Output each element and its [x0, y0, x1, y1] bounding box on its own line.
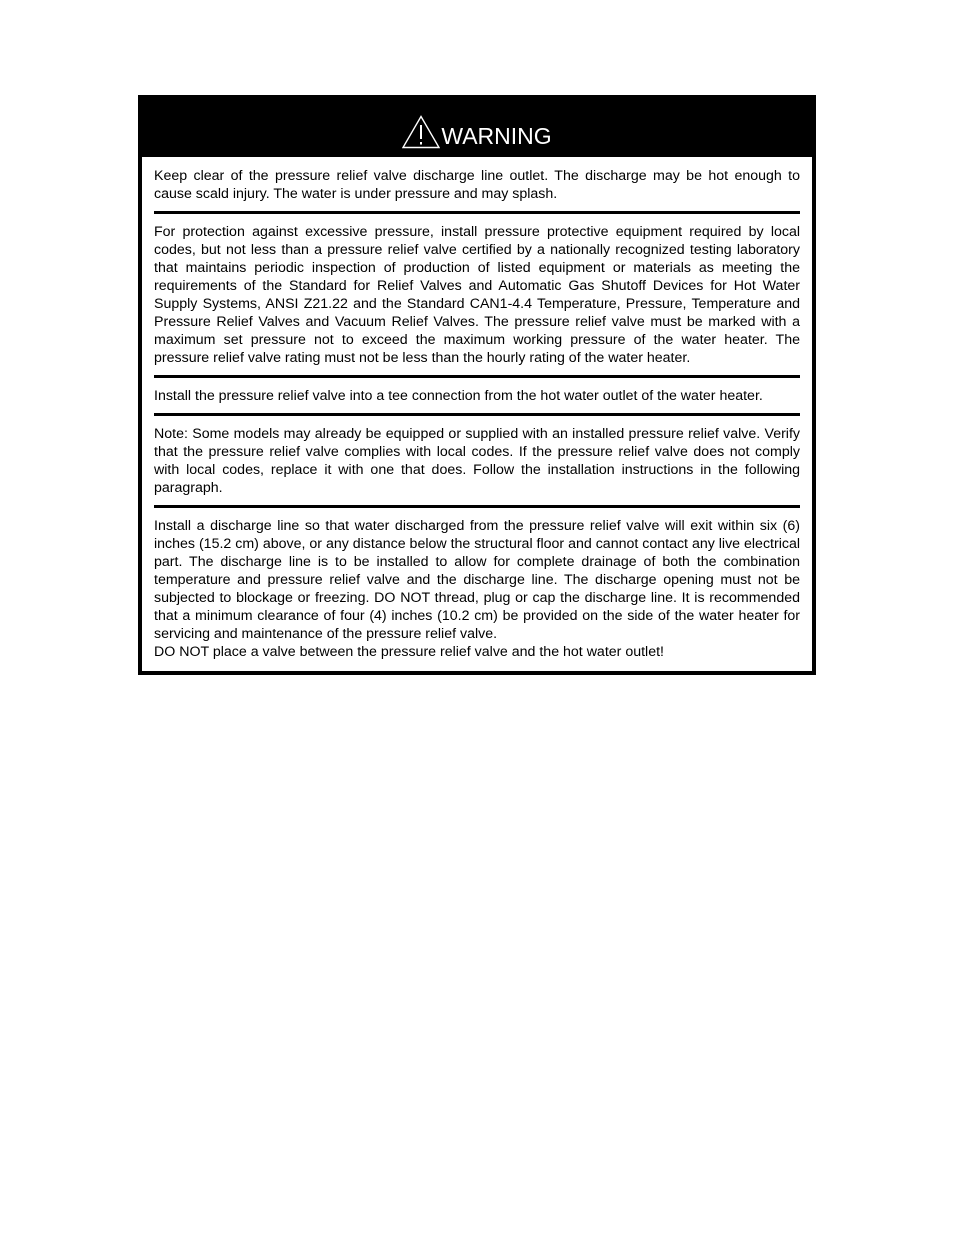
warning-paragraph: For protection against excessive pressure, install pressure protective equipment required by local codes, but not less than a pressure relief valve certified by a nationally recognized testing laboratory that maintains periodic inspection of production of listed equipment or materials as meeting the requirements of the Standard for Relief Valves and Automatic Gas Shutoff Devices for Hot Water Supply Systems, ANSI Z21.22 and the Standard CAN1-4.4 Temperature, Pressure, Temperature and Pressure Relief Valves and Vacuum Relief Valves. The pressure relief valve must be marked with a maximum set pressure not to exceed the maximum working pressure of the water heater. The pressure relief valve rating must not be less than the hourly rating of the water heater.	[154, 224, 800, 366]
warning-title: WARNING	[441, 123, 552, 149]
warning-paragraph-emphasis: DO NOT place a valve between the pressure relief valve and the hot water outlet!	[154, 644, 664, 660]
warning-section-scald	[154, 163, 800, 208]
warning-section-install-tee	[154, 383, 800, 410]
section-divider	[154, 211, 800, 214]
warning-body	[142, 157, 812, 671]
warning-section-discharge-line	[154, 513, 800, 671]
section-divider	[154, 505, 800, 508]
section-divider	[154, 375, 800, 378]
warning-triangle-icon	[402, 115, 440, 149]
warning-paragraph: Install the pressure relief valve into a tee connection from the hot water outlet of the water heater.	[154, 388, 763, 404]
warning-box	[138, 95, 816, 675]
warning-section-protection	[154, 219, 800, 372]
warning-header-content	[402, 115, 551, 149]
warning-section-note	[154, 421, 800, 502]
warning-header	[142, 99, 812, 157]
section-divider	[154, 413, 800, 416]
warning-paragraph: Keep clear of the pressure relief valve discharge line outlet. The discharge may be hot enough to cause scald injury. The water is under pressure and may splash.	[154, 168, 800, 202]
warning-paragraph: Note: Some models may already be equipped or supplied with an installed pressure relief valve. Verify that the pressure relief valve complies with local codes. If the pressure relief valve does not comply with local codes, replace it with one that does. Follow the installation instructions in the following paragraph.	[154, 426, 800, 496]
warning-paragraph: Install a discharge line so that water discharged from the pressure relief valve will exit within six (6) inches (15.2 cm) above, or any distance below the structural floor and cannot contact any live electrical part. The discharge line is to be installed to allow for complete drainage of both the combination temperature and pressure relief valve and the discharge line. The discharge opening must not be subjected to blockage or freezing. DO NOT thread, plug or cap the discharge line. It is recommended that a minimum clearance of four (4) inches (10.2 cm) be provided on the side of the water heater for servicing and maintenance of the pressure relief valve.	[154, 518, 800, 642]
